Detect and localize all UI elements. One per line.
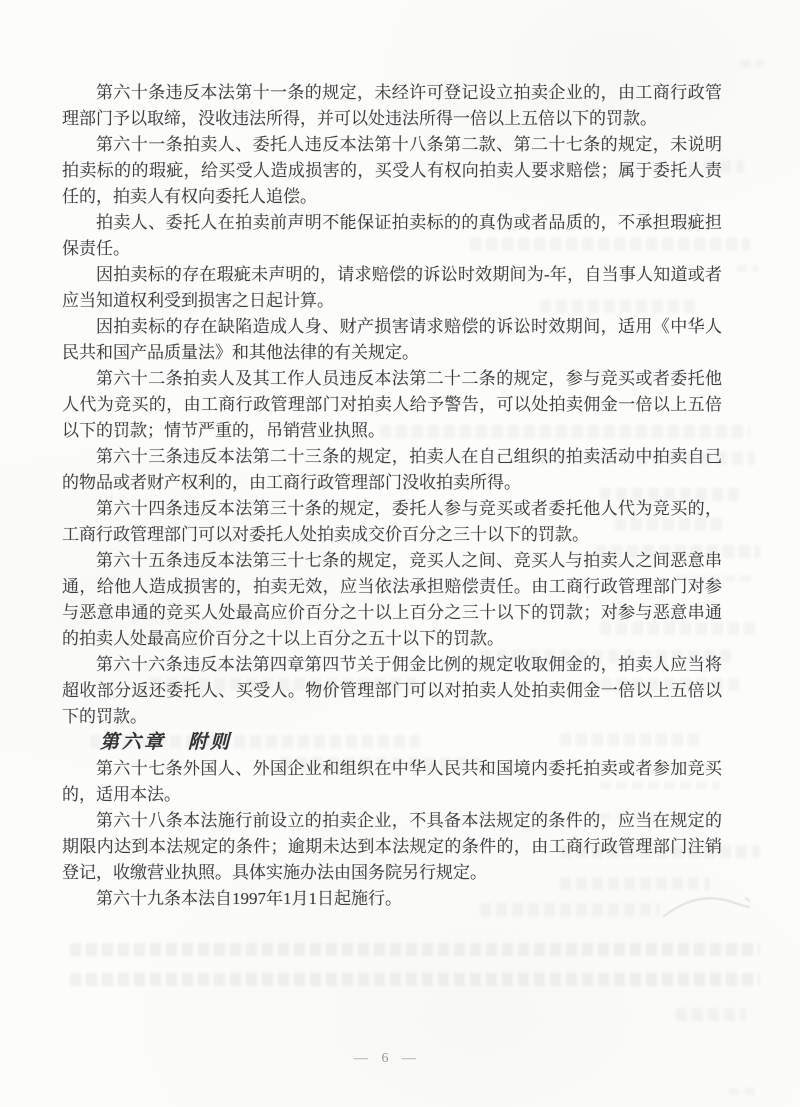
article-paragraph: 第六十六条违反本法第四章第四节关于佣金比例的规定收取佣金的，拍卖人应当将超收部分返还委托人、买受人。物价管理部门可以对拍卖人处拍卖佣金一倍以上五倍以下的罚款。 (62, 655, 722, 726)
article-paragraph: 第六十八条本法施行前设立的拍卖企业，不具备本法规定的条件的，应当在规定的期限内达到本法规定的条件；逾期未达到本法规定的条件的，由工商行政管理部门注销登记，收缴营业执照。具体实施办法由国务院另行规定。 (62, 811, 722, 882)
chapter-heading: 第六章 附则 (100, 732, 233, 753)
article-paragraph: 第六十五条违反本法第三十七条的规定，竞买人之间、竞买人与拍卖人之间恶意串通，给他人造成损害的，拍卖无效，应当依法承担赔偿责任。由工商行政管理部门对参与恶意串通的竞买人处最高应价百分之十以上百分之三十以下的罚款；对参与恶意串通的拍卖人处最高应价百分之十以上百分之五十以下的罚款。 (62, 551, 722, 648)
page-number: — 6 — (354, 1051, 418, 1066)
article-paragraph: 第六十三条违反本法第二十三条的规定，拍卖人在自己组织的拍卖活动中拍卖自己的物品或者财产权利的，由工商行政管理部门没收拍卖所得。 (62, 447, 722, 492)
law-text-body (62, 80, 722, 912)
article-paragraph: 因拍卖标的存在瑕疵未声明的，请求赔偿的诉讼时效期间为-年，自当事人知道或者应当知道权利受到损害之日起计算。 (62, 265, 722, 310)
article-paragraph: 第六十四条违反本法第三十条的规定，委托人参与竞买或者委托他人代为竞买的，工商行政管理部门可以对委托人处拍卖成交价百分之三十以下的罚款。 (62, 499, 722, 544)
bleedthrough-artifact (70, 943, 760, 956)
article-paragraph: 第六十一条拍卖人、委托人违反本法第十八条第二款、第二十七条的规定，未说明拍卖标的的瑕疵，给买受人造成损害的，买受人有权向拍卖人要求赔偿；属于委托人责任的，拍卖人有权向委托人追偿。 (62, 135, 722, 206)
article-paragraph: 拍卖人、委托人在拍卖前声明不能保证拍卖标的的真伪或者品质的，不承担瑕疵担保责任。 (62, 213, 722, 258)
article-paragraph: 第六十九条本法自1997年1月1日起施行。 (96, 889, 402, 908)
article-paragraph: 第六十七条外国人、外国企业和组织在中华人民共和国境内委托拍卖或者参加竞买的，适用本法。 (62, 759, 722, 804)
bleedthrough-artifact (728, 1088, 756, 1095)
bleedthrough-artifact (70, 973, 760, 986)
article-paragraph: 因拍卖标的存在缺陷造成人身、财产损害请求赔偿的诉讼时效期间，适用《中华人民共和国产品质量法》和其他法律的有关规定。 (62, 317, 722, 362)
article-paragraph: 第六十条违反本法第十一条的规定，未经许可登记设立拍卖企业的，由工商行政管理部门予以取缔，没收违法所得，并可以处违法所得一倍以上五倍以下的罚款。 (62, 83, 722, 128)
bleedthrough-artifact (736, 265, 758, 272)
bleedthrough-artifact (740, 60, 764, 67)
bleedthrough-artifact (676, 1008, 746, 1021)
article-paragraph: 第六十二条拍卖人及其工作人员违反本法第二十二条的规定，参与竞买或者委托他人代为竞买的，由工商行政管理部门对拍卖人给予警告，可以处拍卖佣金一倍以上五倍以下的罚款；情节严重的，吊销营业执照。 (62, 369, 722, 440)
